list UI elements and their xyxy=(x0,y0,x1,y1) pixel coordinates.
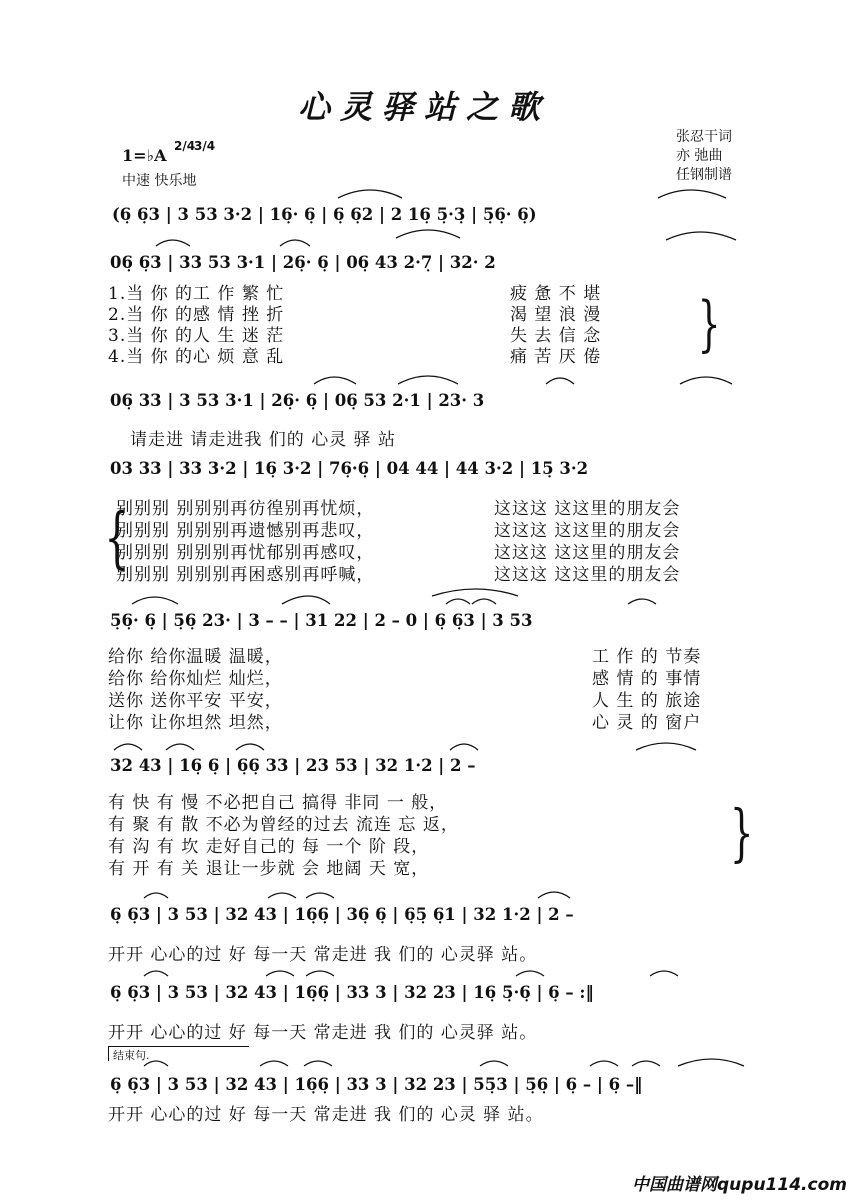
slur xyxy=(650,971,678,976)
site-watermark: 中国曲谱网qupu114.com xyxy=(632,1175,847,1195)
lyrics-block-1 xyxy=(108,284,284,368)
lyricist-credit: 张忍干词 xyxy=(676,129,732,145)
lyric-verse-3: 3.当 你 的人 生 迷 茫 xyxy=(108,326,285,346)
slur xyxy=(266,971,294,976)
lyric-verse-2-right: 感 情 的 事情 xyxy=(592,669,702,689)
slur xyxy=(236,744,264,750)
lyric-verse-1: 1.当 你 的工 作 繁 忙 xyxy=(108,284,285,304)
slur xyxy=(546,378,574,384)
lyric-verse-1: 给你 给你温暖 温暖， xyxy=(108,647,283,667)
notation-line: 6̣ 6̣3 | 3 53 | 32 43 | 16̣6̣ | 33 3 | 32 23 | 16̣ 5̣·6̣ | 6̣ – :‖ xyxy=(110,983,594,1002)
notation-line: 6̣ 6̣3 | 3 53 | 32 43 | 16̣6̣ | 33 3 | 32 23 | 55̣3 | 5̣6̣ | 6̣ – | 6̣ –‖ xyxy=(110,1075,643,1094)
lyric-verse-4: 让你 让你坦然 坦然， xyxy=(108,713,283,733)
slur xyxy=(280,240,310,246)
slur xyxy=(632,1061,660,1066)
slur xyxy=(314,377,356,384)
verse-brace-left: { xyxy=(104,499,130,576)
lyric-verse-4: 别别别 别别别再困惑别再呼喊， xyxy=(116,565,375,585)
lyrics-block-6: 开开 心心的过 好 每一天 常走进 我 们的 心灵驿 站。 xyxy=(108,945,538,965)
notation-line: 32 43 | 16̣ 6̣ | 6̣6̣ 33 | 23 53 | 32 1·2 | 2 – xyxy=(110,756,476,775)
slur xyxy=(144,971,168,976)
slur xyxy=(166,744,194,750)
notation-row-7 xyxy=(0,902,848,928)
notation-row-6 xyxy=(0,753,848,779)
notation-row-4 xyxy=(0,456,848,482)
notation-row-2 xyxy=(0,250,848,276)
slur xyxy=(516,971,544,976)
lyric-verse-2-right: 渴 望 浪 漫 xyxy=(510,305,602,325)
slur xyxy=(144,893,168,898)
ending-bracket xyxy=(108,1046,249,1061)
tempo-marking: 中速 快乐地 xyxy=(122,173,197,189)
slur xyxy=(260,1061,288,1066)
lyric-verse-4: 有 开 有 关 退让一步就 会 地阔 天 宽， xyxy=(108,859,430,879)
notation-line: 5̣6̣· 6̣ | 5̣6̣ 23· | 3 – – | 31 22 | 2 – 0 | 6̣ 6̣3 | 3 53 xyxy=(110,611,533,630)
slur xyxy=(472,599,496,604)
lyric-verse-1-right: 疲 惫 不 堪 xyxy=(510,284,602,304)
verse-brace-right: } xyxy=(697,289,721,359)
lyric-verse-2-right: 这这这 这这里的朋友会 xyxy=(494,521,681,541)
time-signature-3-4: 3/4 xyxy=(194,139,216,153)
lyric-verse-4-right: 痛 苦 厌 倦 xyxy=(510,347,602,367)
lyric-verse-4-right: 这这这 这这里的朋友会 xyxy=(494,565,681,585)
credits xyxy=(676,128,732,185)
lyric-verse-3: 送你 送你平安 平安， xyxy=(108,691,283,711)
slur xyxy=(398,376,458,384)
lyrics-block-4-right xyxy=(592,646,701,734)
slur xyxy=(432,589,518,596)
slur xyxy=(268,893,296,898)
song-title: 心灵驿站之歌 xyxy=(297,88,550,126)
notation-row-9 xyxy=(0,1072,848,1098)
lyrics-block-2: 请走进 请走进我 们的 心灵 驿 站 xyxy=(130,430,397,450)
verse-brace-right-2: } xyxy=(729,796,754,869)
slur xyxy=(306,971,334,976)
lyrics-block-1-right xyxy=(510,284,601,368)
slur xyxy=(446,599,470,604)
notation-row-1 xyxy=(0,202,848,228)
notation-row-5 xyxy=(0,608,848,634)
notation-line: 06̣ 6̣3 | 33 53 3·1 | 26̣· 6̣ | 06̣ 43 2·7̣ | 32· 2 xyxy=(110,253,496,272)
slur xyxy=(628,599,656,604)
slur xyxy=(678,1059,744,1066)
slur xyxy=(114,744,142,750)
time-signature-2-4: 2/4 xyxy=(174,139,196,153)
lyric-verse-3: 有 沟 有 坎 走好自己的 每 一个 阶 段， xyxy=(108,837,430,857)
slur xyxy=(680,377,732,384)
notation-line: 06̣ 33 | 3 53 3·1 | 26̣· 6̣ | 06̣ 53 2·1 | 23· 3 xyxy=(110,391,485,410)
slur xyxy=(450,744,478,750)
notation-line: 03 33 | 33 3·2 | 16̣ 3·2 | 76̣·6̣ | 04 44 | 44 3·2 | 15̣ 3·2 xyxy=(110,459,589,478)
lyric-verse-4-right: 心 灵 的 窗户 xyxy=(592,713,702,733)
slur xyxy=(636,743,696,750)
lyrics-block-8: 开开 心心的过 好 每一天 常走进 我 们的 心灵 驿 站。 xyxy=(108,1105,544,1125)
slur xyxy=(338,190,402,198)
notation-row-3 xyxy=(0,388,848,414)
slur xyxy=(480,1061,508,1066)
lyric-verse-2: 别别别 别别别再遗憾别再悲叹， xyxy=(116,521,375,541)
lyric-verse-2: 2.当 你 的感 情 挫 折 xyxy=(108,305,285,325)
slur xyxy=(132,597,178,604)
slur xyxy=(590,1061,618,1066)
lyric-verse-2: 给你 给你灿烂 灿烂， xyxy=(108,669,283,689)
lyric-verse-3-right: 这这这 这这里的朋友会 xyxy=(494,543,681,563)
lyric-verse-3-right: 失 去 信 念 xyxy=(510,326,602,346)
lyric-verse-1: 有 快 有 慢 不必把自己 搞得 非同 一 般， xyxy=(108,793,448,813)
end-note: 结束句. xyxy=(113,1049,150,1062)
lyric-verse-1-right: 工 作 的 节奏 xyxy=(592,647,702,667)
slur xyxy=(538,892,570,898)
notation-row-8 xyxy=(0,980,848,1006)
slur xyxy=(156,240,190,246)
key-signature: 1=♭A xyxy=(122,146,167,165)
lyric-verse-1-right: 这这这 这这里的朋友会 xyxy=(494,499,681,519)
lyric-verse-1: 别别别 别别别再彷徨别再忧烦， xyxy=(116,499,375,519)
slur xyxy=(658,190,726,198)
slur xyxy=(304,1061,332,1066)
notation-line: (6̣ 6̣3 | 3 53 3·2 | 16̣· 6̣ | 6̣ 6̣2 | 2 16̣ 5̣·3̣ | 5̣6̣· 6̣) xyxy=(112,205,537,224)
lyrics-block-7: 开开 心心的过 好 每一天 常走进 我 们的 心灵驿 站。 xyxy=(108,1023,538,1043)
lyrics-block-4 xyxy=(108,646,283,734)
lyric-verse-3: 别别别 别别别再忧郁别再感叹， xyxy=(116,543,375,563)
composer-credit: 亦 弛曲 xyxy=(676,148,723,164)
slur xyxy=(282,596,330,604)
slur xyxy=(666,232,736,240)
lyrics-block-3-right xyxy=(494,498,680,586)
slur xyxy=(306,893,334,898)
slur xyxy=(396,230,460,238)
arranger-credit: 任钢制谱 xyxy=(676,167,732,183)
lyric-verse-3-right: 人 生 的 旅途 xyxy=(592,691,702,711)
notation-line: 6̣ 6̣3 | 3 53 | 32 43 | 16̣6̣ | 36̣ 6̣ | 6̣5̣ 6̣1 | 32 1·2 | 2 – xyxy=(110,905,574,924)
lyric-verse-2: 有 聚 有 散 不必为曾经的过去 流连 忘 返， xyxy=(108,815,459,835)
lyrics-block-3 xyxy=(116,498,374,586)
lyric-verse-4: 4.当 你 的心 烦 意 乱 xyxy=(108,347,285,367)
lyrics-block-5 xyxy=(108,792,459,880)
